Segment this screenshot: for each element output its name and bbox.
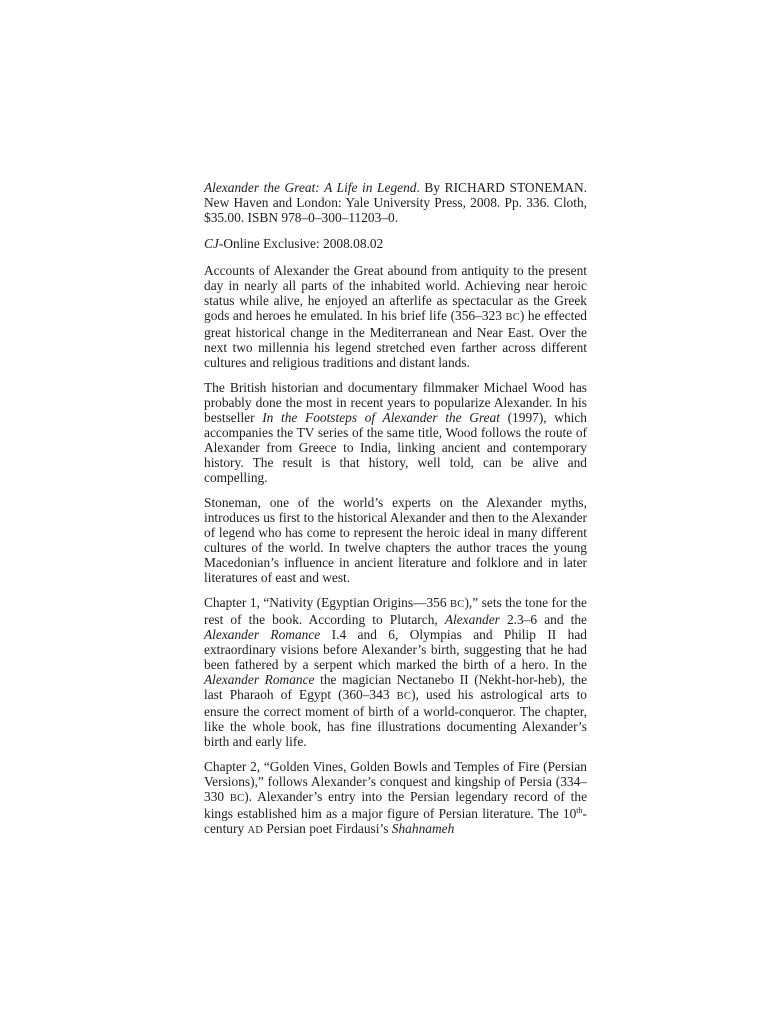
paragraph-1: Accounts of Alexander the Great abound from antiquity to the present day in nearly all parts of the inhabited world. Achieving near heroic status while alive, he enjoyed an afterlife as spectacular as the Greek gods and heroes he emulated. In his brief life (356–323 BC) he effected great historical change in the Mediterranean and Near East. Over the next two millennia his legend stretched even farther across different cultures and religious traditions and distant lands. [204,263,587,370]
paragraph-4: Chapter 1, “Nativity (Egyptian Origins—356 BC),” sets the tone for the rest of the book. According to Plutarch, Alexander 2.3–6 and the Alexander Romance I.4 and 6, Olympias and Philip II had extraordinary visions before Alexander’s birth, suggesting that he had been fathered by a serpent which marked the birth of a hero. In the Alexander Romance the magician Nectanebo II (Nekht-hor-heb), the last Pharaoh of Egypt (360–343 BC), used his astrological arts to ensure the correct moment of birth of a world-conqueror. The chapter, like the whole book, has fine illustrations documenting Alexander’s birth and early life. [204,595,588,749]
paragraph-5: Chapter 2, “Golden Vines, Golden Bowls and Temples of Fire (Persian Versions),” follows Alexander’s conquest and kingship of Persia (334–330 BC). Alexander’s entry into the Persian legendary record of the kings established him as a major figure of Persian literature. The 10th-century AD Persian poet Firdausi’s Shahnameh [204,759,588,836]
book-title: Alexander the Great: A Life in Legend [204,180,417,195]
publication-line: CJ-Online Exclusive: 2008.08.02 [204,236,384,251]
paragraph-2: The British historian and documentary filmmaker Michael Wood has probably done the most in recent years to popularize Alexander. In his bestseller In the Footsteps of Alexander the Great (1997), which accompanies the TV series of the same title, Wood follows the route of Alexander from Greece to India, linking ancient and contemporary history. The result is that history, well told, can be alive and compelling. [204,380,588,485]
book-citation: Alexander the Great: A Life in Legend. By RICHARD STONEMAN. New Haven and London: Yale University Press, 2008. Pp. 336. Cloth, $35.00. ISBN 978–0–300–11203–0. [204,180,588,225]
author-name: RICHARD STONEMAN [444,180,584,195]
review-text [204,180,587,848]
paragraph-3: Stoneman, one of the world’s experts on the Alexander myths, introduces us first to the historical Alexander and then to the Alexander of legend who has come to represent the heroic ideal in many different cultures of the world. In twelve chapters the author traces the young Macedonian’s influence in ancient literature and folklore and in later literatures of east and west. [204,495,587,585]
journal-abbrev: CJ [204,236,219,251]
